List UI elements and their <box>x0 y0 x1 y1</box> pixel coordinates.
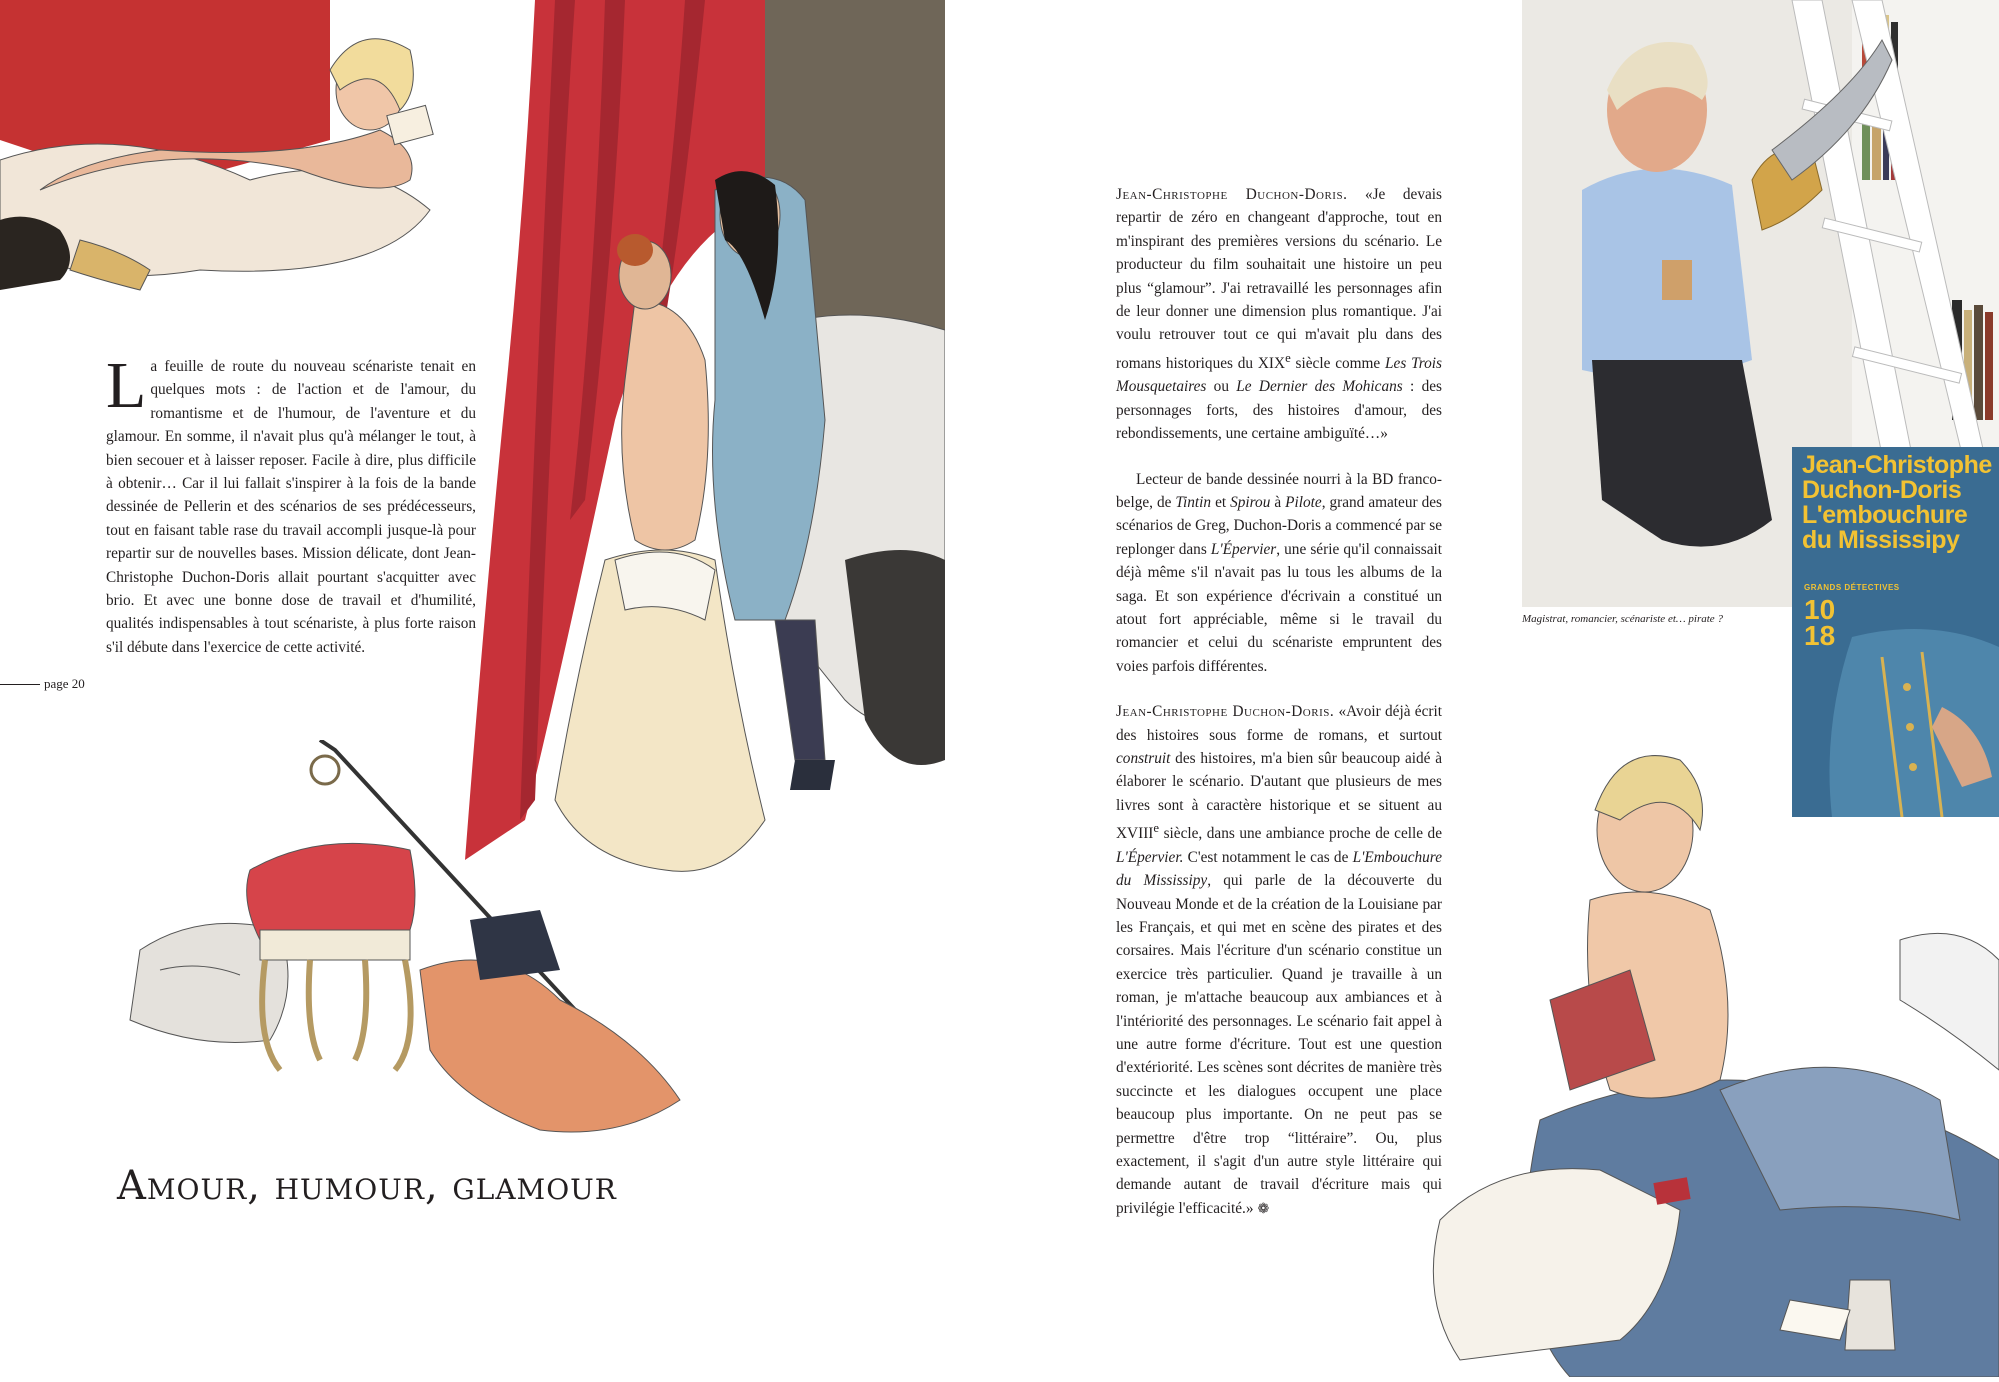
end-ornament-icon: ❁ <box>1257 1201 1270 1217</box>
section-title: Amour, humour, glamour <box>117 1163 617 1209</box>
para2-text-d: , grand amateur des scénarios de Greg, Duchon-Doris a commencé par se replonger dans <box>1116 493 1442 558</box>
book-title-line-1: L'embouchure <box>1802 501 1968 529</box>
publisher-logo-line-2: 18 <box>1804 620 1836 651</box>
para1-text-b: siècle comme <box>1290 354 1386 372</box>
photo-caption: Magistrat, romancier, scénariste et… pirate ? <box>1522 613 1723 625</box>
interview-paragraph-1 <box>1116 183 1442 446</box>
para1-text-a: «Je devais repartir de zéro en changeant d'approche, tout en m'inspirant des premières versions du scénario. Le producteur du film souhaitait une histoire un peu plus “glamour”. J'ai retravaillé les personnages afin de leur donner une dimension plus romantique. J'ai voulu retrouver tout ce qui m'avait plu dans des romans historiques du XIX <box>1116 186 1442 372</box>
intro-text: a feuille de route du nouveau scénariste tenait en quelques mots : de l'action et de l'amour, du romantisme et de l'humour, de l'aventure et du glamour. En somme, il n'avait plus qu'à mélanger le tout, à bien secouer et à laisser reposer. Facile à dire, plus difficile à obtenir… Car il lui fallait s'inspirer à la fois de la bande dessinée de Pellerin et des scénarios de ses prédécesseurs, tout en faisant table rase du travail accompli jusque-là pour repartir sur de nouvelles bases. Mission délicate, dont Jean-Christophe Duchon-Doris allait pourtant s'acquitter avec brio. Et avec une bonne dose de travail et d'humilité, qualités indispensables à tout scénariste, à plus forte raison s'il débute dans l'exercice de cette activité. <box>106 358 476 656</box>
narrative-paragraph <box>1116 468 1442 679</box>
publisher-logo-line-1: 10 <box>1804 594 1836 625</box>
drop-cap: L <box>106 349 147 422</box>
book-author-line-1: Jean-Christophe <box>1802 451 1992 479</box>
para3-text-b: des histoires, m'a bien sûr beaucoup aidé à élaborer le scénario. D'autant que plusieurs de mes livres sont à caractère historique et se situent au XVIII <box>1116 750 1442 843</box>
book-title-line-2: du Mississipy <box>1802 526 1960 554</box>
title-epervier: L'Épervier <box>1210 540 1277 558</box>
title-pilote: Pilote <box>1285 493 1322 511</box>
para2-text-e: , une série qu'il connaissait déjà même s'il n'avait pas lu tous les albums de la saga. Et son expérience d'écrivain a constitué un atout fort appréciable, même si le travail du romancier et celui du scénariste empruntent des voies parfois différentes. <box>1116 540 1442 675</box>
para3-text-d: C'est notamment le cas de <box>1183 848 1353 866</box>
book-cover-text <box>1802 453 1993 553</box>
page-rule <box>0 684 40 685</box>
title-tintin: Tintin <box>1175 493 1212 511</box>
para3-sup: e <box>1153 821 1160 836</box>
page-number-marker <box>0 676 85 692</box>
para3-text-a: «Avoir déjà écrit des histoires sous forme de romans, et surtout <box>1116 703 1442 744</box>
para1-text-c: ou <box>1206 378 1237 396</box>
title-embouchure: L'Embouchure du Mississipy <box>1116 848 1442 890</box>
book-title-mousquetaires: Les Trois Mousquetaires <box>1116 354 1442 396</box>
word-construit: construit <box>1116 750 1171 768</box>
page-number: page 20 <box>44 676 85 691</box>
illustration-stool-and-sword <box>120 740 860 1160</box>
book-title-mohicans: Le Dernier des Mohicans <box>1236 378 1403 396</box>
publisher-logo <box>1804 594 1836 651</box>
para1-text-d: : des personnages forts, des histoires d'amour, des rebondissements, une certaine ambiguïté…» <box>1116 378 1442 443</box>
illustration-reading-woman <box>1420 740 1999 1377</box>
title-epervier-2: L'Épervier. <box>1116 848 1184 866</box>
para2-text-c: à <box>1270 493 1286 511</box>
book-series: GRANDS DÉTECTIVES <box>1804 583 1900 592</box>
intro-paragraph <box>106 349 476 659</box>
para2-text-b: et <box>1211 493 1231 511</box>
para1-sup: e <box>1285 350 1291 365</box>
para2-text-a: Lecteur de bande dessinée nourri à la BD franco-belge, de <box>1116 470 1442 511</box>
speaker-name-2: Jean-Christophe Duchon-Doris. <box>1116 703 1335 721</box>
para3-text-e: , qui parle de la découverte du Nouveau Monde et de la création de la Louisiane par les Français, et qui met en scène des pirates et des corsaires. Mais l'écriture d'un scénario constitue un exercice très particulier. Quand je travaille à un roman, je m'attache beaucoup aux ambiances et à l'intériorité des personnages. Le scénario fait appel à une autre forme d'écriture. Tout est une question d'extériorité. Les scènes sont décrites de manière très succincte et les dialogues occupent une place beaucoup plus importante. On ne peut pas se permettre d'être trop “littéraire”. Ou, plus exactement, il s'agit d'un autre style littéraire qui demande autant de travail d'écriture mais qui privilégie l'efficacité.» <box>1116 872 1442 1217</box>
book-author-line-2: Duchon-Doris <box>1802 476 1962 504</box>
title-spirou: Spirou <box>1230 493 1271 511</box>
right-column <box>1116 183 1442 1243</box>
speaker-name: Jean-Christophe Duchon-Doris. <box>1116 186 1348 203</box>
para3-text-c: siècle, dans une ambiance proche de celle de <box>1159 825 1442 843</box>
interview-paragraph-2 <box>1116 700 1442 1221</box>
